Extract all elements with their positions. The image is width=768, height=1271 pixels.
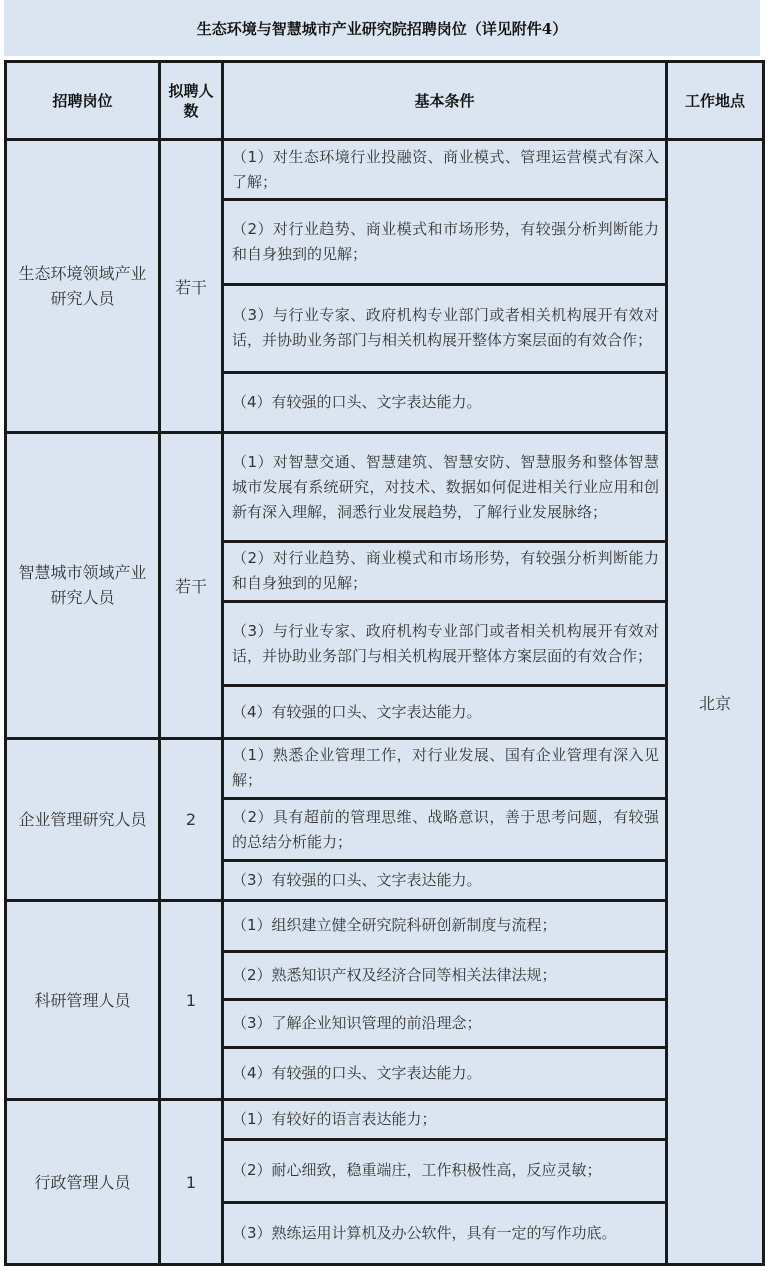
- requirement-cell: （1）熟悉企业管理工作，对行业发展、国有企业管理有深入见解；: [223, 738, 667, 798]
- requirement-cell: （2）对行业趋势、商业模式和市场形势，有较强分析判断能力和自身独到的见解；: [223, 541, 667, 601]
- requirement-cell: （2）耐心细致，稳重端庄，工作积极性高，反应灵敏；: [223, 1140, 667, 1202]
- count-cell: 若干: [160, 140, 223, 433]
- count-cell: 若干: [160, 433, 223, 738]
- position-cell: 行政管理人员: [6, 1100, 160, 1265]
- requirement-cell: （2）对行业趋势、商业模式和市场形势，有较强分析判断能力和自身独到的见解；: [223, 200, 667, 284]
- header-location: 工作地点: [667, 62, 764, 140]
- table-row: [6, 140, 764, 200]
- requirement-cell: （4）有较强的口头、文字表达能力。: [223, 373, 667, 433]
- requirement-cell: （4）有较强的口头、文字表达能力。: [223, 686, 667, 738]
- table-row: [6, 901, 764, 951]
- position-cell: 智慧城市领域产业研究人员: [6, 433, 160, 738]
- count-cell: 2: [160, 738, 223, 901]
- count-cell: 1: [160, 1100, 223, 1265]
- requirement-cell: （1）对生态环境行业投融资、商业模式、管理运营模式有深入了解；: [223, 140, 667, 200]
- job-table: [4, 60, 765, 1266]
- requirement-cell: （2）具有超前的管理思维、战略意识，善于思考问题，有较强的总结分析能力；: [223, 798, 667, 860]
- header-requirements: 基本条件: [223, 62, 667, 140]
- requirement-cell: （4）有较强的口头、文字表达能力。: [223, 1047, 667, 1099]
- page-title: 生态环境与智慧城市产业研究院招聘岗位（详见附件4）: [4, 0, 760, 56]
- requirement-cell: （1）有较好的语言表达能力；: [223, 1100, 667, 1140]
- requirement-cell: （3）了解企业知识管理的前沿理念；: [223, 999, 667, 1047]
- requirement-cell: （3）有较强的口头、文字表达能力。: [223, 861, 667, 901]
- position-cell: 生态环境领域产业研究人员: [6, 140, 160, 433]
- requirement-cell: （3）与行业专家、政府机构专业部门或者相关机构展开有效对话，并协助业务部门与相关机构展开整体方案层面的有效合作；: [223, 284, 667, 372]
- requirement-cell: （3）与行业专家、政府机构专业部门或者相关机构展开有效对话，并协助业务部门与相关机构展开整体方案层面的有效合作；: [223, 602, 667, 686]
- header-count: 拟聘人数: [160, 62, 223, 140]
- requirement-cell: （2）熟悉知识产权及经济合同等相关法律法规；: [223, 951, 667, 999]
- table-row: [6, 738, 764, 798]
- count-cell: 1: [160, 901, 223, 1100]
- header-position: 招聘岗位: [6, 62, 160, 140]
- position-cell: 企业管理研究人员: [6, 738, 160, 901]
- position-cell: 科研管理人员: [6, 901, 160, 1100]
- requirement-cell: （1）对智慧交通、智慧建筑、智慧安防、智慧服务和整体智慧城市发展有系统研究，对技术、数据如何促进相关行业应用和创新有深入理解，洞悉行业发展趋势，了解行业发展脉络；: [223, 433, 667, 541]
- table-row: [6, 1100, 764, 1140]
- location-cell: 北京: [667, 140, 764, 1265]
- requirement-cell: （3）熟练运用计算机及办公软件，具有一定的写作功底。: [223, 1202, 667, 1264]
- requirement-cell: （1）组织建立健全研究院科研创新制度与流程；: [223, 901, 667, 951]
- header-row: [6, 62, 764, 140]
- table-row: [6, 433, 764, 541]
